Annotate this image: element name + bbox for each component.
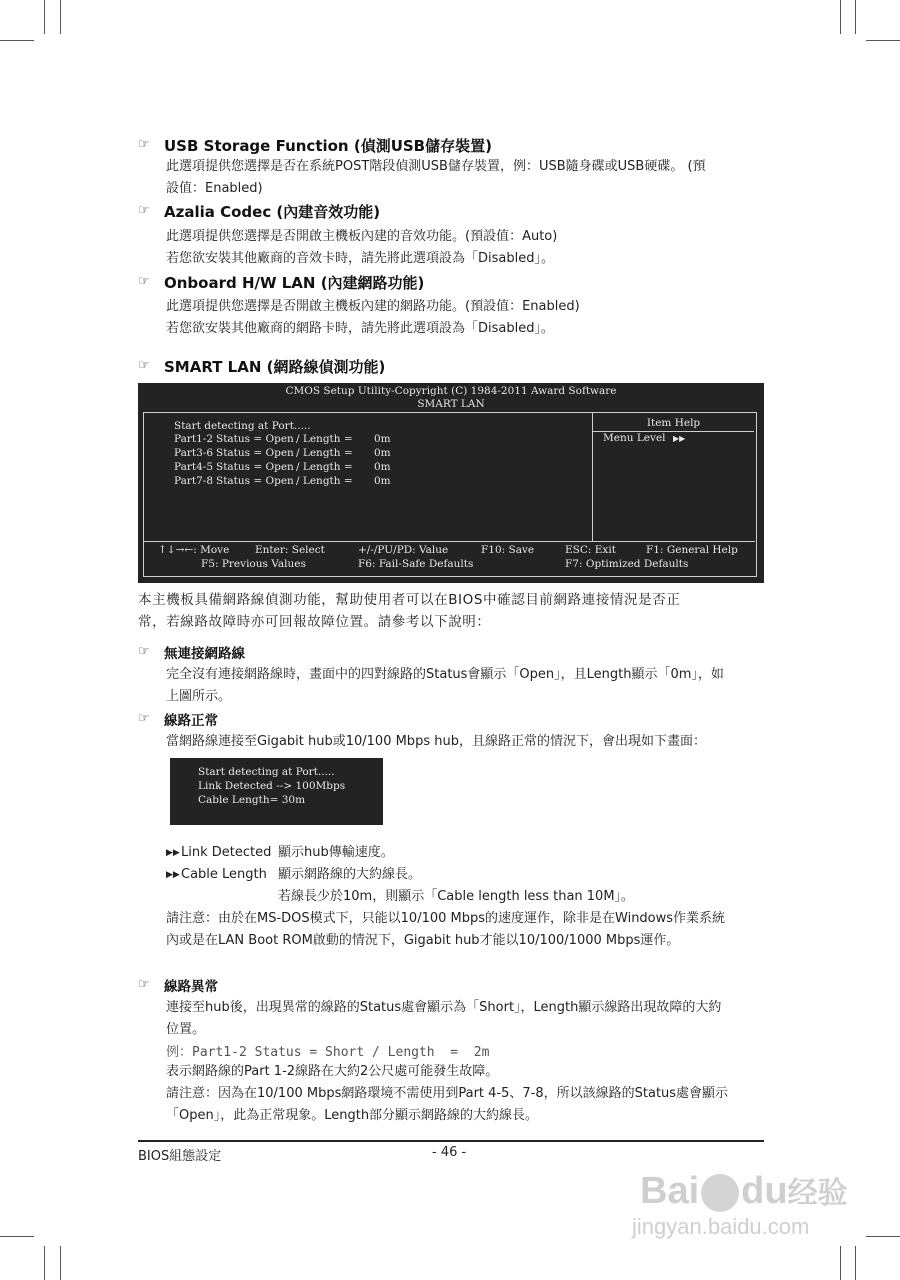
screen-line: Start detecting at Port..... [198, 766, 335, 778]
bios-length-label: / Length = [296, 461, 353, 473]
crop-mark [855, 0, 856, 34]
crop-mark [44, 1246, 45, 1280]
def-desc-extra: 若線長少於10m，則顯示「Cable length less than 10M」。 [278, 889, 635, 904]
bios-menu-level: Menu Level [603, 432, 666, 444]
section-title-lan: Onboard H/W LAN (內建網路功能) [164, 274, 425, 292]
subsection-title-normal: 線路正常 [164, 713, 218, 729]
crop-mark [855, 1246, 856, 1280]
bios-length-value: 0m [374, 461, 391, 473]
pointer-icon: ☞ [138, 644, 150, 659]
bios-detect-text: Start detecting at Port..... [174, 420, 311, 432]
bios-length-value: 0m [374, 475, 391, 487]
bios-key-exit: ESC: Exit [565, 544, 616, 556]
pointer-icon: ☞ [138, 203, 150, 218]
bios-part-label: Part3-6 [174, 447, 214, 459]
subsection-body-abnormal: 連接至hub後，出現異常的線路的Status處會顯示為「Short」，Length顯示線路出現故障的大約 位置。 [166, 1000, 722, 1037]
crop-mark [0, 1236, 34, 1237]
subsection-title-abnormal: 線路異常 [164, 979, 218, 995]
crop-mark [840, 0, 841, 34]
section-body-azalia: 此選項提供您選擇是否開啟主機板內建的音效功能。(預設值：Auto) 若您欲安裝其他廠商的音效卡時，請先將此選項設為「Disabled」。 [166, 229, 558, 266]
crop-mark [60, 0, 61, 34]
watermark-logo: Bai du经验 [640, 1170, 848, 1212]
watermark-url: jingyan.baidu.com [632, 1214, 810, 1239]
subsection-body-normal: 當網路線連接至Gigabit hub或10/100 Mbps hub，且線路正常的情況下，會出現如下畫面： [166, 734, 706, 749]
pointer-icon: ☞ [138, 358, 150, 373]
bios-part-label: Part7-8 [174, 475, 214, 487]
subsection-body-no-connect: 完全沒有連接網路線時，畫面中的四對線路的Status會顯示「Open」，且Length顯示「0m」，如 上圖所示。 [166, 667, 724, 704]
bios-key-value: +/-/PU/PD: Value [358, 544, 449, 556]
intro-paragraph: 本主機板具備網路線偵測功能，幫助使用者可以在BIOS中確認目前網路連接情況是否正 常，若線路故障時亦可回報故障位置。請參考以下說明： [138, 592, 681, 630]
def-desc-cable: 顯示網路線的大約線長。 [278, 867, 422, 882]
bios-length-label: / Length = [296, 433, 353, 445]
footer-rule [138, 1140, 764, 1142]
bios-menu-arrow-icon: ▶▶ [673, 434, 686, 443]
bios-length-label: / Length = [296, 475, 353, 487]
bios-part-label: Part4-5 [174, 461, 214, 473]
link-detected-screen [170, 758, 383, 825]
def-term-link: Link Detected [181, 845, 272, 860]
bios-status: Status = Open [216, 475, 294, 487]
pointer-icon: ☞ [138, 137, 150, 152]
pointer-icon: ☞ [138, 977, 150, 992]
crop-mark [0, 40, 34, 41]
bios-screen [138, 383, 764, 583]
bios-key-help: F1: General Help [646, 544, 738, 556]
bios-length-value: 0m [374, 433, 391, 445]
def-desc-link: 顯示hub傳輸速度。 [278, 845, 394, 860]
bios-key-move: ↑↓→←: Move [158, 544, 230, 556]
crop-mark [60, 1246, 61, 1280]
section-body-lan: 此選項提供您選擇是否開啟主機板內建的網路功能。(預設值：Enabled) 若您欲安裝其他廠商的網路卡時，請先將此選項設為「Disabled」。 [166, 299, 580, 336]
crop-mark [840, 1246, 841, 1280]
bios-key-select: Enter: Select [255, 544, 325, 556]
bios-status: Status = Open [216, 433, 294, 445]
abnormal-after: 表示網路線的Part 1-2線路在大約2公尺處可能發生故障。 請注意：因為在10/100 Mbps網路環境不需使用到Part 4-5、7-8，所以該線路的Status處會顯示 「Open」，此為正常現象。Length部分顯示網路線的大約線長。 [166, 1064, 729, 1123]
bios-key-save: F10: Save [481, 544, 535, 556]
double-arrow-icon: ▶▶ [166, 848, 180, 858]
bios-subtitle: SMART LAN [417, 398, 485, 410]
pointer-icon: ☞ [138, 274, 150, 289]
section-title-usb: USB Storage Function (偵測USB儲存裝置) [164, 137, 492, 155]
normal-note: 請注意：由於在MS-DOS模式下，只能以10/100 Mbps的速度運作，除非是在Windows作業系統 內或是在LAN Boot ROM啟動的情況下，Gigabit hub才能以10/100/1000 Mbps運作。 [166, 911, 726, 948]
bios-status: Status = Open [216, 461, 294, 473]
bios-title: CMOS Setup Utility-Copyright (C) 1984-2011 Award Software [285, 385, 617, 397]
bios-item-help: Item Help [646, 417, 701, 429]
bios-key-optimized: F7: Optimized Defaults [565, 558, 689, 570]
crop-mark [866, 40, 900, 41]
crop-mark [44, 0, 45, 34]
subsection-title-no-connect: 無連接網路線 [164, 646, 245, 662]
bios-status: Status = Open [216, 447, 294, 459]
page-number: - 46 - [432, 1145, 467, 1160]
bios-divider [144, 541, 755, 542]
paw-icon [701, 1174, 739, 1212]
bios-key-failsafe: F6: Fail-Safe Defaults [358, 558, 474, 570]
footer-section-name: BIOS組態設定 [138, 1149, 222, 1164]
bios-length-value: 0m [374, 447, 391, 459]
double-arrow-icon: ▶▶ [166, 870, 180, 880]
screen-line: Link Detected --> 100Mbps [198, 780, 346, 792]
bios-divider [592, 413, 593, 541]
crop-mark [866, 1236, 900, 1237]
screen-line: Cable Length= 30m [198, 794, 306, 806]
bios-length-label: / Length = [296, 447, 353, 459]
section-title-azalia: Azalia Codec (內建音效功能) [164, 203, 381, 221]
bios-part-label: Part1-2 [174, 433, 214, 445]
pointer-icon: ☞ [138, 711, 150, 726]
example-line: 例：Part1-2 Status = Short / Length = 2m [166, 1045, 490, 1060]
bios-key-prev-values: F5: Previous Values [201, 558, 306, 570]
section-title-smart-lan: SMART LAN (網路線偵測功能) [164, 358, 386, 376]
section-body-usb: 此選項提供您選擇是否在系統POST階段偵測USB儲存裝置，例：USB隨身碟或USB硬碟。 (預 設值：Enabled) [166, 159, 706, 196]
def-term-cable: Cable Length [181, 867, 267, 882]
